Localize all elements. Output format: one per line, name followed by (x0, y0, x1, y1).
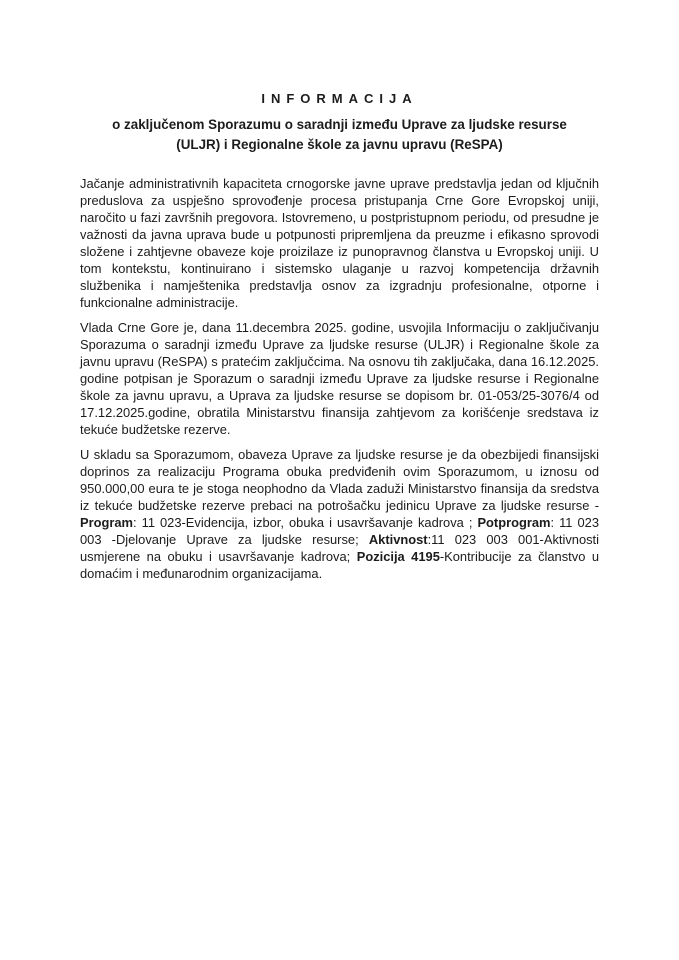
potprogram-value-text: : 11 023 003 -Djelovanje Uprave za ljudske resurse; (80, 515, 599, 547)
aktivnost-label: Aktivnost (368, 532, 428, 547)
pozicija-value-text: -Kontribucije za članstvo u domaćim i međunarodnim organizacijama. (80, 549, 599, 581)
budget-intro-text: U skladu sa Sporazumom, obaveza Uprave za ljudske resurse je da obezbijedi finansijski doprinos za realizaciju Programa obuka predviđenih ovim Sporazumom, u iznosu od 950.000,00 eura te je stoga neophodno da Vlada zaduži Ministarstvo finansija da sredstva iz tekuće budžetske rezerve prebaci na potrošačku jedinicu Uprave za ljudske resurse - (80, 447, 599, 513)
paragraph-government-decision: Vlada Crne Gore je, dana 11.decembra 2025. godine, usvojila Informaciju o zaključivanju Sporazuma o saradnji između Uprave za ljudske resurse (ULJR) i Regionalne škole za javnu upravu (ReSPA) s pratećim zaključcima. Na osnovu tih zaključaka, dana 16.12.2025. godine potpisan je Sporazum o saradnji između Uprave za ljudske resurse i Regionalne škole za javnu upravu, a Uprava za ljudske resurse se dopisom br. 01-053/25-3076/4 od 17.12.2025.godine, obratila Ministarstvu finansija zahtjevom za korišćenje sredstava iz tekuće budžetske rezerve. (80, 320, 599, 437)
paragraph-budget-details (80, 446, 599, 582)
document-subtitle: o zaključenom Sporazumu o saradnji između Uprave za ljudske resurse (ULJR) i Regionalne škole za javnu upravu (ReSPA) (112, 117, 567, 152)
pozicija-label: Pozicija 4195 (356, 549, 440, 564)
aktivnost-value-text: :11 023 003 001-Aktivnosti usmjerene na obuku i usavršavanje kadrova; (80, 532, 600, 564)
program-label: Program (80, 515, 134, 530)
document-title: INFORMACIJA (261, 91, 418, 106)
paragraph-capacity-building: Jačanje administrativnih kapaciteta crnogorske javne uprave predstavlja jedan od ključnih preduslova za uspješno sprovođenje procesa pristupanja Crne Gore Evropskoj uniji, naročito u fazi završnih pregovora. Istovremeno, u postpristupnom periodu, od presudne je važnosti da javna uprava bude u potpunosti pripremljena da preuzme i efikasno sprovodi složene i zahtjevne obaveze koje proizilaze iz punopravnog članstva u Evropskoj uniji. U tom kontekstu, kontinuirano i sistemsko ulaganje u razvoj kompetencija državnih službenika i namještenika predstavlja osnov za izgradnju profesionalne, otporne i funkcionalne administracije. (80, 176, 599, 310)
program-value-text: : 11 023-Evidencija, izbor, obuka i usavršavanje kadrova ; (133, 515, 478, 530)
potprogram-label: Potprogram (477, 515, 551, 530)
